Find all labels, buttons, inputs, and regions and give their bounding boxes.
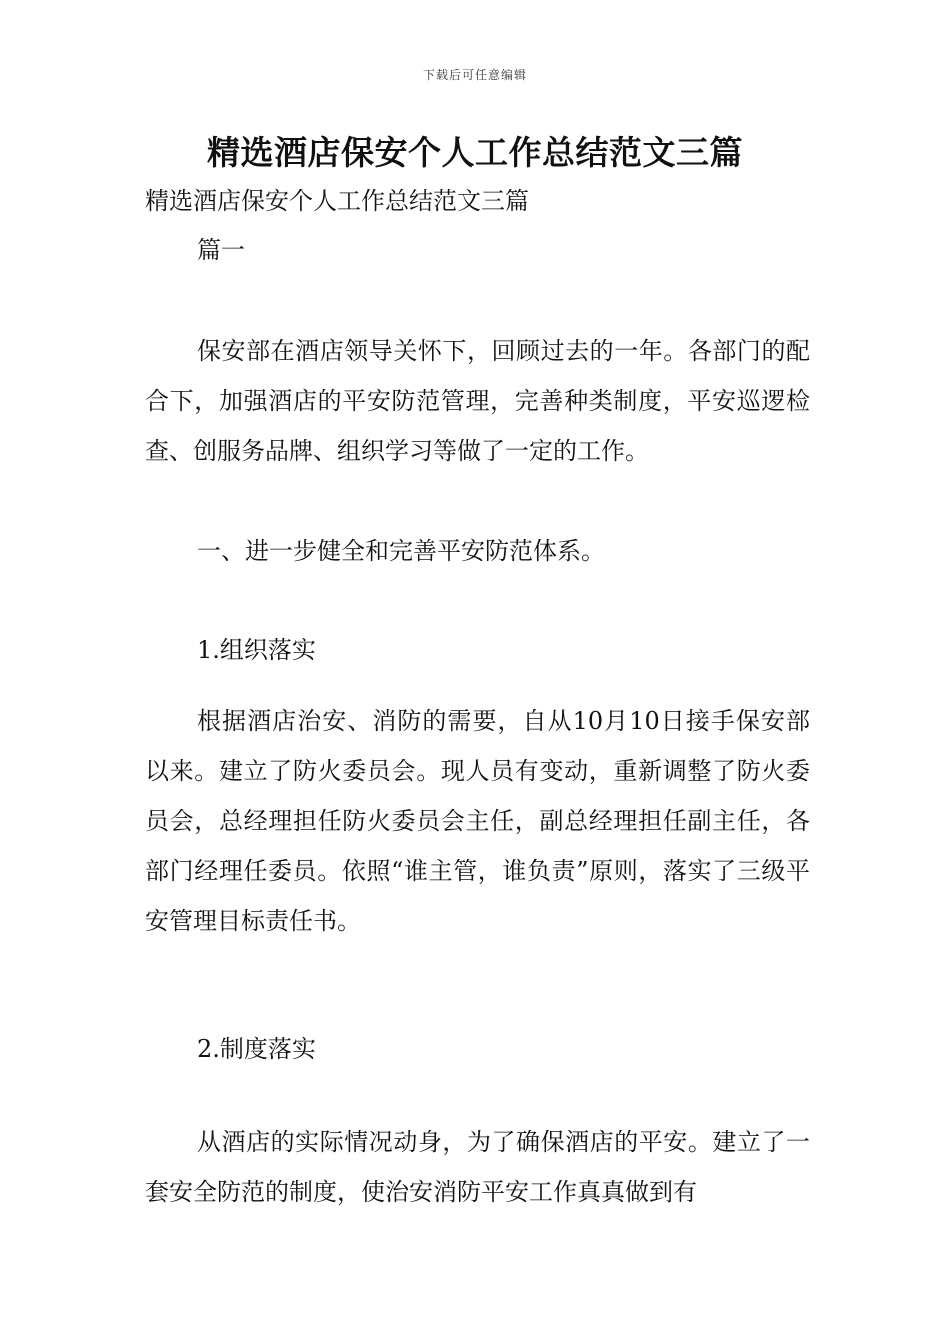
document-subtitle: 精选酒店保安个人工作总结范文三篇 — [145, 187, 529, 215]
subsection-paragraph-system: 从酒店的实际情况动身，为了确保酒店的平安。建立了一套安全防范的制度，使治安消防平安工作真真做到有 — [145, 1128, 810, 1206]
section-heading: 一、进一步健全和完善平安防范体系。 — [197, 537, 605, 565]
subsection-heading-organization: 1.组织落实 — [197, 636, 316, 664]
subsection-heading-system: 2.制度落实 — [197, 1035, 316, 1063]
document-title: 精选酒店保安个人工作总结范文三篇 — [207, 133, 743, 172]
subsection-paragraph-organization: 根据酒店治安、消防的需要，自从10月10日接手保安部以来。建立了防火委员会。现人员有变动，重新调整了防火委员会，总经理担任防火委员会主任，副总经理担任副主任，各部门经理任委员。依照“谁主管，谁负责”原则，落实了三级平安管理目标责任书。 — [145, 707, 810, 935]
part-label: 篇一 — [197, 236, 245, 264]
header-note: 下载后可任意编辑 — [422, 68, 527, 82]
intro-paragraph: 保安部在酒店领导关怀下，回顾过去的一年。各部门的配合下，加强酒店的平安防范管理，完善种类制度，平安巡逻检查、创服务品牌、组织学习等做了一定的工作。 — [145, 337, 810, 465]
